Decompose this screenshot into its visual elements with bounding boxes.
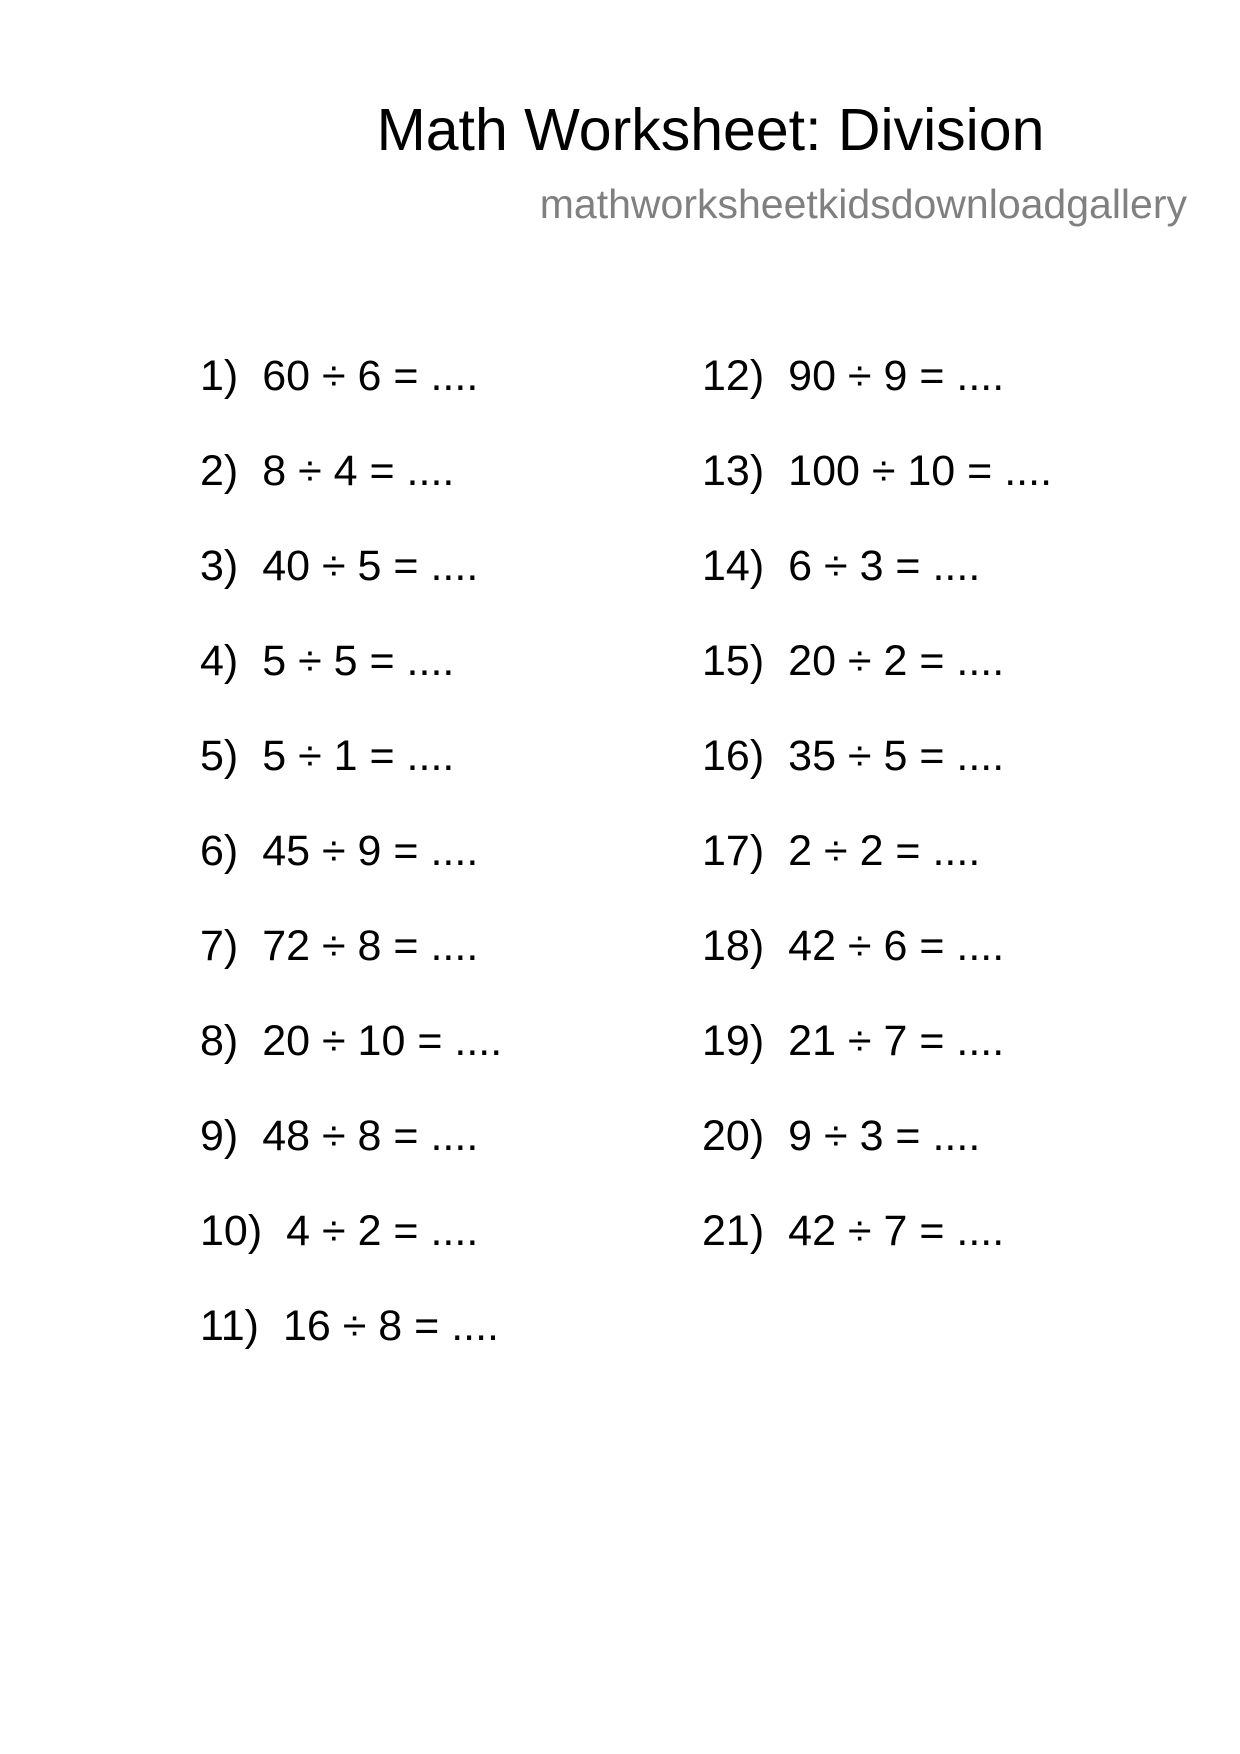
problem-number: 5) <box>200 732 239 780</box>
problem-number: 9) <box>200 1112 239 1160</box>
problem-expression: 72 ÷ 8 = .... <box>262 922 479 970</box>
problem-number: 21) <box>702 1207 765 1255</box>
division-problem <box>702 922 1052 1020</box>
division-problem <box>200 922 502 1020</box>
problem-expression: 21 ÷ 7 = .... <box>788 1017 1005 1065</box>
problem-number: 4) <box>200 637 239 685</box>
division-problem <box>200 732 502 830</box>
division-problem <box>702 827 1052 925</box>
problem-number: 18) <box>702 922 765 970</box>
problem-number: 16) <box>702 732 765 780</box>
division-problem <box>200 447 502 545</box>
division-problem <box>200 1207 502 1305</box>
problem-expression: 6 ÷ 3 = .... <box>788 542 981 590</box>
problem-expression: 8 ÷ 4 = .... <box>262 447 455 495</box>
problem-number: 7) <box>200 922 239 970</box>
division-problem <box>702 1112 1052 1210</box>
division-problem <box>702 637 1052 735</box>
problem-number: 13) <box>702 447 765 495</box>
problem-expression: 16 ÷ 8 = .... <box>282 1302 499 1350</box>
problem-expression: 100 ÷ 10 = .... <box>788 447 1053 495</box>
problem-number: 6) <box>200 827 239 875</box>
problem-number: 10) <box>200 1207 263 1255</box>
worksheet-title: Math Worksheet: Division <box>376 97 1045 163</box>
problem-number: 1) <box>200 352 239 400</box>
division-problem <box>200 1112 502 1210</box>
division-problem <box>702 1207 1052 1305</box>
problem-expression: 40 ÷ 5 = .... <box>262 542 479 590</box>
division-problem <box>200 1302 502 1400</box>
division-problem <box>702 1017 1052 1115</box>
problem-number: 15) <box>702 637 765 685</box>
problem-expression: 5 ÷ 1 = .... <box>262 732 455 780</box>
problem-expression: 4 ÷ 2 = .... <box>286 1207 479 1255</box>
worksheet-subtitle: mathworksheetkidsdownloadgallery <box>539 181 1187 227</box>
problem-expression: 5 ÷ 5 = .... <box>262 637 455 685</box>
problem-column-right <box>702 352 1053 1305</box>
problem-expression: 35 ÷ 5 = .... <box>788 732 1005 780</box>
division-problem <box>702 447 1053 545</box>
problem-number: 2) <box>200 447 239 495</box>
division-problem <box>200 1017 503 1115</box>
problem-expression: 42 ÷ 6 = .... <box>788 922 1005 970</box>
division-problem <box>702 732 1052 830</box>
problem-expression: 9 ÷ 3 = .... <box>788 1112 981 1160</box>
division-problem <box>702 542 1052 640</box>
problem-number: 20) <box>702 1112 765 1160</box>
problem-expression: 2 ÷ 2 = .... <box>788 827 981 875</box>
division-problem <box>200 352 502 450</box>
problem-number: 11) <box>200 1302 259 1350</box>
problem-number: 19) <box>702 1017 765 1065</box>
division-problem <box>702 352 1052 450</box>
problem-expression: 42 ÷ 7 = .... <box>788 1207 1005 1255</box>
division-problem <box>200 827 502 925</box>
problem-number: 17) <box>702 827 765 875</box>
problem-number: 8) <box>200 1017 239 1065</box>
problem-number: 3) <box>200 542 239 590</box>
problem-expression: 45 ÷ 9 = .... <box>262 827 479 875</box>
division-problem <box>200 637 502 735</box>
problem-expression: 48 ÷ 8 = .... <box>262 1112 479 1160</box>
problem-number: 14) <box>702 542 765 590</box>
problem-expression: 60 ÷ 6 = .... <box>262 352 479 400</box>
problem-expression: 20 ÷ 2 = .... <box>788 637 1005 685</box>
problem-expression: 90 ÷ 9 = .... <box>788 352 1005 400</box>
problem-column-left <box>200 352 503 1400</box>
problem-number: 12) <box>702 352 765 400</box>
problem-expression: 20 ÷ 10 = .... <box>262 1017 503 1065</box>
division-problem <box>200 542 502 640</box>
